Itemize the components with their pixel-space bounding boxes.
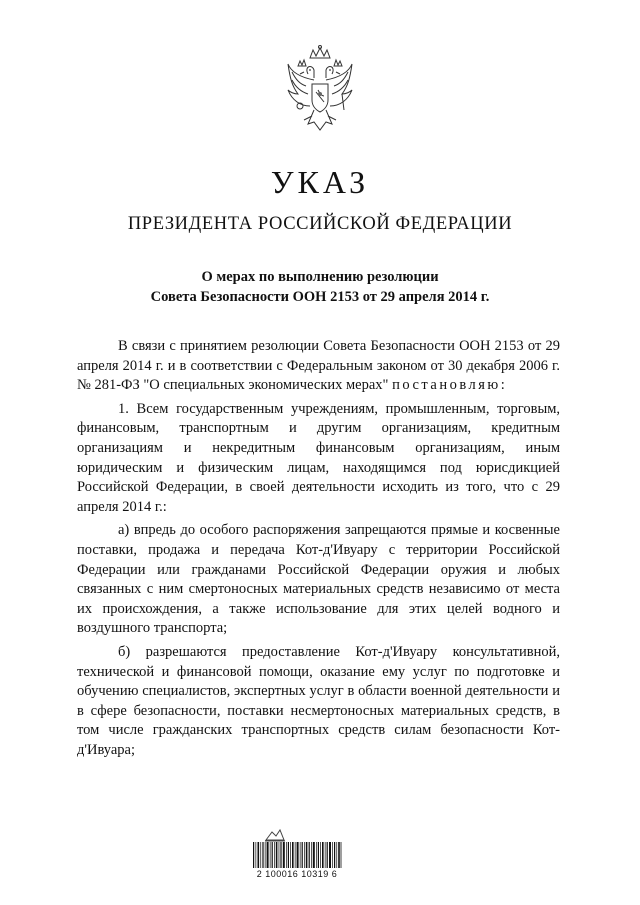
barcode-icon <box>252 842 342 868</box>
decree-heading <box>0 268 640 307</box>
decree-body <box>77 337 560 764</box>
document-subtitle: ПРЕЗИДЕНТА РОССИЙСКОЙ ФЕДЕРАЦИИ <box>127 214 513 234</box>
item-1-paragraph: 1. Всем государственным учреждениям, промышленным, торговым, финансовым, транспортным и другим организациям, кредитным организациям и некредитным финансовым организациям, иным юридическим и физическим лицам, находящимся под юрисдикцией Российской Федерации, в своей деятельности исходить из того, что с 29 апреля 2014 г.: <box>77 400 560 515</box>
printer-mark-icon <box>264 828 286 842</box>
intro-resolution-word: постановляю: <box>392 377 508 394</box>
item-1a-paragraph: а) впредь до особого распоряжения запрещаются прямые и косвенные поставки, продажа и передача Кот-д'Ивуару с территории Российской Федерации или гражданами Российской Федерации оружия и любых связанных с ним смертоносных материальных средств независимо от места их происхождения, а также использование для этих целей водного и воздушного транспорта; <box>77 522 560 637</box>
heading-line-1: О мерах по выполнению резолюции <box>201 269 439 285</box>
item-1b-paragraph: б) разрешаются предоставление Кот-д'Ивуару консультативной, технической и финансовой помощи, оказание ему услуг по подготовке и обучению специалистов, экспертных услуг в области военной деятельности и в сфере безопасности, поставки несмертоносных материальных средств, в том числе гражданских транспортных средств силам безопасности Кот-д'Ивуара; <box>77 643 560 758</box>
barcode-number: 2 100016 10319 6 <box>256 869 338 879</box>
coat-of-arms-russia-icon <box>284 44 356 142</box>
document-footer <box>252 828 342 880</box>
intro-text: В связи с принятием резолюции Совета Безопасности ООН 2153 от 29 апреля 2014 г. и в соответствии с Федеральным законом от 30 декабря 2006 г. № 281-ФЗ "О специальных экономических мерах" <box>77 338 560 394</box>
intro-paragraph <box>77 337 560 396</box>
heading-line-2: Совета Безопасности ООН 2153 от 29 апреля 2014 г. <box>150 288 490 305</box>
document-title: УКАЗ <box>270 164 370 200</box>
